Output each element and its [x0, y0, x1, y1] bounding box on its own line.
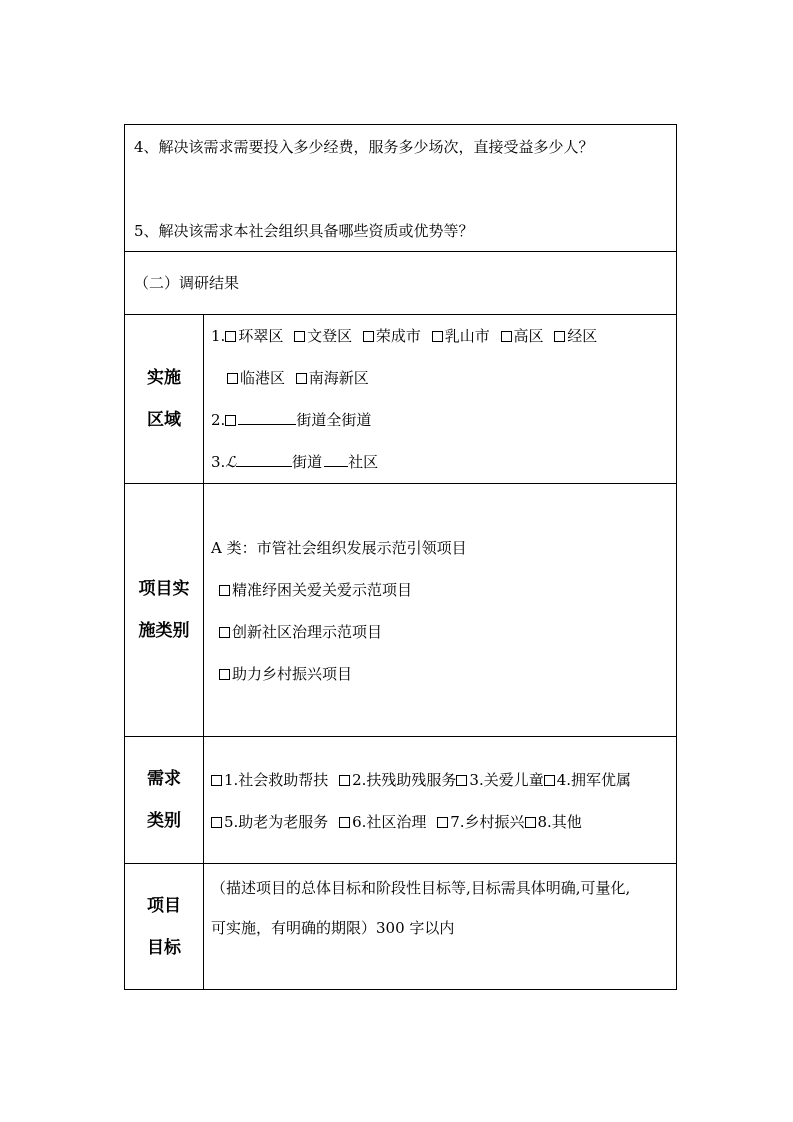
area-prefix-3: 3. — [211, 453, 226, 471]
area-row — [125, 315, 676, 484]
area-prefix-1: 1. — [211, 327, 226, 345]
checkbox-lingang[interactable] — [227, 373, 238, 384]
option-huancui: 环翠区 — [238, 327, 284, 345]
demand-option-2: 2.扶残助残服务 — [352, 771, 457, 789]
category-row — [125, 484, 676, 737]
checkbox-street[interactable] — [225, 415, 236, 426]
demand-line-2 — [211, 812, 582, 832]
demand-option-6: 6.社区治理 — [352, 813, 427, 831]
checkbox-nanhai[interactable] — [296, 373, 307, 384]
checkbox-category-3[interactable] — [219, 669, 230, 680]
category-option-3-label: 助力乡村振兴项目 — [232, 665, 353, 683]
checkbox-demand-1[interactable] — [211, 775, 222, 786]
demand-row — [125, 737, 676, 864]
area-line-community — [211, 452, 378, 472]
demand-line-1 — [211, 770, 631, 790]
category-label — [125, 484, 204, 736]
option-wendeng: 文登区 — [307, 327, 353, 345]
option-lingang: 临港区 — [240, 369, 286, 387]
option-rongcheng: 荣成市 — [375, 327, 421, 345]
checkbox-gaoqu[interactable] — [501, 331, 512, 342]
option-gaoqu: 高区 — [513, 327, 544, 345]
checkbox-demand-5[interactable] — [211, 817, 222, 828]
category-content — [204, 484, 676, 736]
checkbox-demand-3[interactable] — [456, 775, 467, 786]
area-label-line1: 实施 — [147, 368, 181, 388]
question-4: 4、解决该需求需要投入多少经费，服务多少场次，直接受益多少人？ — [134, 138, 594, 156]
goal-label-line1: 项目 — [147, 895, 181, 916]
area-content — [204, 315, 676, 483]
demand-option-1: 1.社会救助帮扶 — [224, 771, 329, 789]
demand-label-line2: 类别 — [147, 811, 181, 831]
street-suffix: 街道全街道 — [296, 411, 372, 429]
demand-option-7: 7.乡村振兴 — [450, 813, 525, 831]
area-mark: ℒ — [225, 453, 237, 471]
area-line-1 — [211, 326, 597, 346]
demand-option-8: 8.其他 — [537, 813, 582, 831]
demand-label-line1: 需求 — [147, 769, 181, 789]
checkbox-jingqu[interactable] — [554, 331, 565, 342]
area-label — [125, 315, 204, 483]
goal-row — [125, 864, 676, 989]
street-blank[interactable] — [238, 410, 296, 425]
category-option-3 — [219, 664, 352, 684]
checkbox-demand-2[interactable] — [339, 775, 350, 786]
goal-text-line1: （描述项目的总体目标和阶段性目标等,目标需具体明确,可量化, — [211, 879, 631, 897]
demand-option-4: 4.拥军优属 — [556, 771, 632, 789]
category-option-2 — [219, 622, 382, 642]
area-line-2 — [227, 368, 369, 388]
checkbox-category-1[interactable] — [219, 585, 230, 596]
street-blank-2[interactable] — [236, 452, 292, 467]
checkbox-demand-8[interactable] — [525, 817, 536, 828]
community-label: 社区 — [348, 453, 379, 471]
checkbox-wendeng[interactable] — [294, 331, 305, 342]
goal-label-line2: 目标 — [147, 937, 181, 958]
community-blank[interactable] — [324, 452, 348, 467]
category-option-1-label: 精准纾困关爱关爱示范项目 — [232, 581, 413, 599]
option-jingqu: 经区 — [567, 327, 598, 345]
demand-option-5: 5.助老为老服务 — [224, 813, 329, 831]
section-title: （二）调研结果 — [134, 274, 240, 292]
demand-content — [204, 737, 676, 863]
option-rushan: 乳山市 — [444, 327, 490, 345]
question-5: 5、解决该需求本社会组织具备哪些资质或优势等？ — [134, 222, 474, 240]
demand-option-3: 3.关爱儿童 — [469, 771, 544, 789]
goal-label — [125, 864, 204, 989]
area-prefix-2: 2. — [211, 411, 226, 429]
street-label: 街道 — [292, 453, 323, 471]
checkbox-huancui[interactable] — [225, 331, 236, 342]
area-label-line2: 区域 — [147, 410, 181, 430]
goal-content — [204, 864, 676, 989]
checkbox-demand-6[interactable] — [339, 817, 350, 828]
demand-label — [125, 737, 204, 863]
checkbox-demand-7[interactable] — [437, 817, 448, 828]
category-option-2-label: 创新社区治理示范项目 — [232, 623, 383, 641]
checkbox-rongcheng[interactable] — [363, 331, 374, 342]
questions-row — [125, 125, 676, 252]
area-line-street — [211, 410, 371, 430]
category-option-1 — [219, 580, 412, 600]
category-label-line2: 施类别 — [138, 621, 190, 641]
form-table — [124, 124, 677, 990]
category-a-title: A 类：市管社会组织发展示范引领项目 — [211, 539, 467, 557]
category-label-line1: 项目实 — [138, 579, 190, 599]
option-nanhai: 南海新区 — [308, 369, 369, 387]
checkbox-category-2[interactable] — [219, 627, 230, 638]
goal-text-line2: 可实施，有明确的期限）300 字以内 — [211, 919, 455, 937]
checkbox-rushan[interactable] — [432, 331, 443, 342]
section-row — [125, 252, 676, 315]
checkbox-demand-4[interactable] — [544, 775, 555, 786]
